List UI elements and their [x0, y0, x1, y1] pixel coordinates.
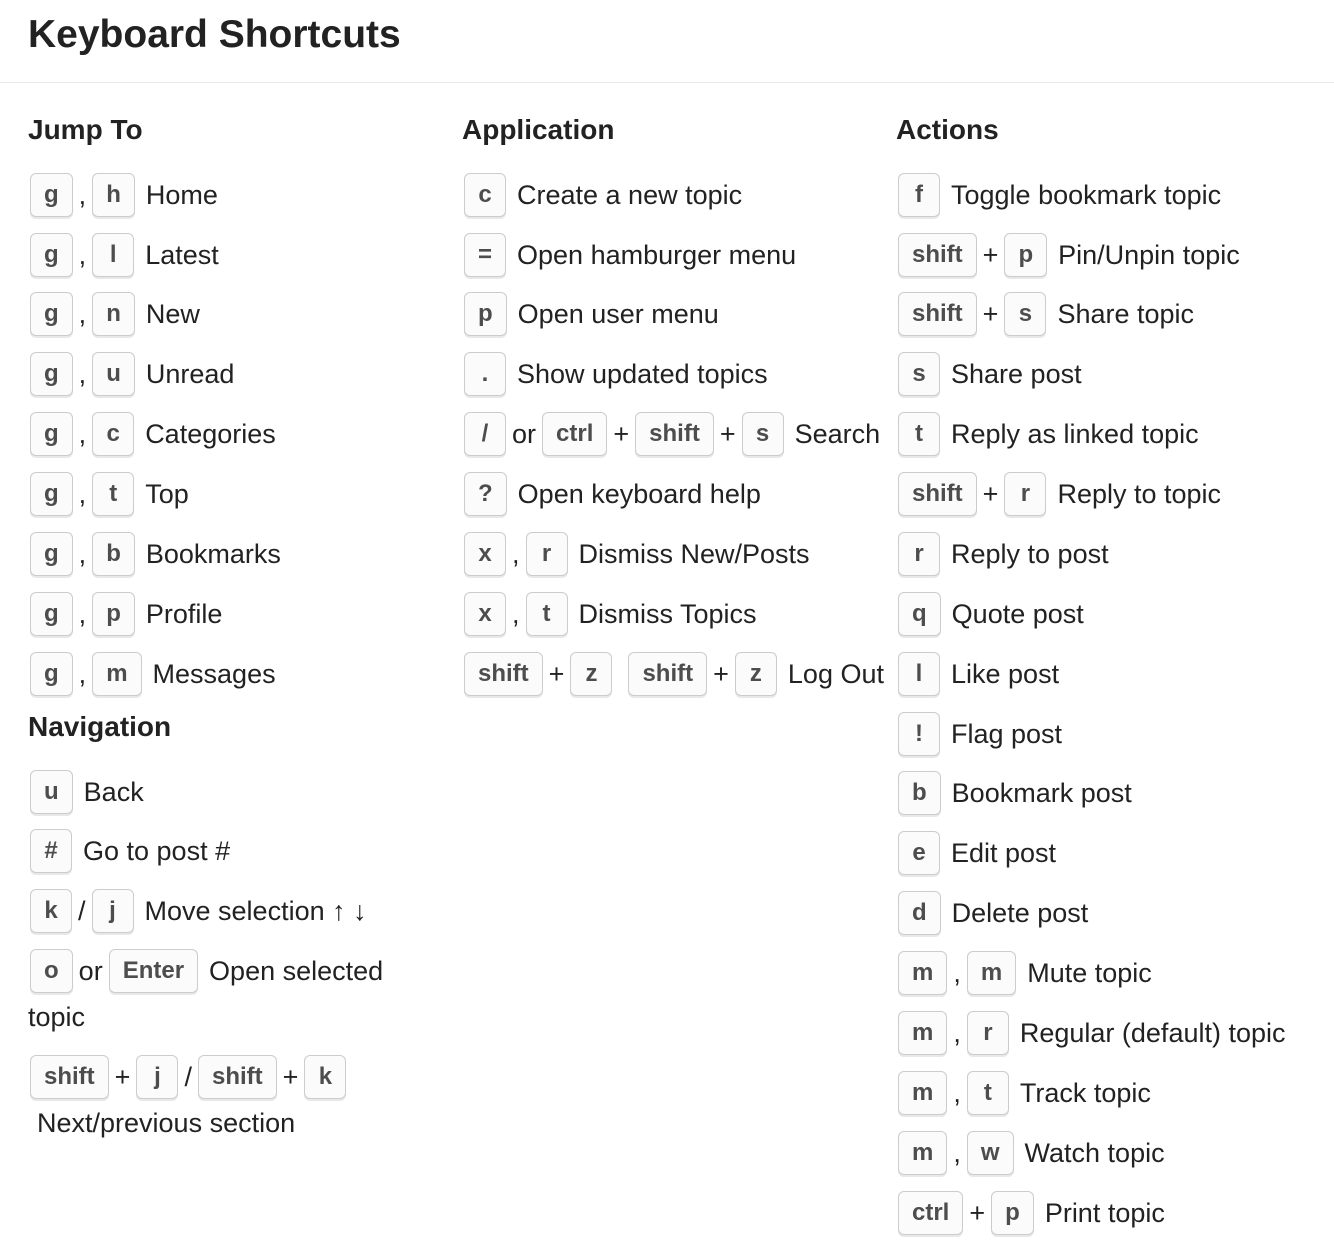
shortcut-list-navigation — [28, 768, 462, 1145]
shortcut-row — [28, 1053, 430, 1145]
shortcut-description: Create a new topic — [517, 179, 743, 210]
key-shift: shift — [628, 652, 707, 696]
section-heading-navigation: Navigation — [28, 710, 172, 742]
shortcut-description: Print topic — [1044, 1197, 1165, 1228]
shortcut-row — [28, 350, 462, 396]
section-heading-application: Application — [462, 113, 615, 145]
shortcut-description: Bookmarks — [145, 538, 281, 569]
key-separator: + — [969, 1197, 986, 1228]
shortcut-description: New — [145, 299, 200, 330]
key-separator: + — [982, 299, 999, 330]
key-g: g — [30, 592, 73, 636]
shortcut-description: Top — [145, 479, 189, 510]
shortcut-row — [896, 1189, 1330, 1235]
key-t: t — [92, 472, 134, 516]
shortcut-row — [896, 231, 1330, 277]
section-jump-to — [28, 113, 462, 696]
shortcut-row — [28, 650, 462, 696]
key-/: / — [464, 412, 506, 456]
key-separator: , — [78, 598, 87, 629]
shortcut-description: Move selection ↑ ↓ — [144, 896, 367, 927]
shortcut-description: Delete post — [951, 898, 1089, 929]
key-t: t — [526, 592, 568, 636]
shortcut-description: Log Out — [787, 658, 884, 689]
key-g: g — [30, 412, 73, 456]
shortcut-description: Flag post — [951, 718, 1063, 749]
key-s: s — [742, 412, 784, 456]
key-separator: / — [184, 1061, 192, 1092]
shortcut-description: Like post — [951, 658, 1060, 689]
key-x: x — [464, 592, 506, 636]
shortcut-row — [462, 530, 896, 576]
key-u: u — [92, 352, 135, 396]
shortcut-description: Go to post # — [83, 836, 231, 867]
key-separator: + — [713, 658, 729, 689]
key-p: p — [1004, 233, 1047, 277]
key-separator: or — [78, 956, 103, 987]
shortcut-row — [896, 710, 1330, 756]
shortcut-description: Edit post — [951, 838, 1057, 869]
shortcut-description: Dismiss New/Posts — [578, 538, 810, 569]
key-separator: or — [512, 419, 537, 450]
shortcut-description: Pin/Unpin topic — [1058, 239, 1240, 270]
key-t: t — [898, 412, 940, 456]
key-separator: , — [953, 1137, 961, 1168]
shortcut-row — [28, 590, 462, 636]
shortcut-row — [462, 291, 896, 337]
shortcut-description: Mute topic — [1027, 958, 1152, 989]
shortcut-row — [896, 291, 1330, 337]
key-d: d — [898, 891, 941, 935]
key-p: p — [464, 292, 507, 336]
key-separator: + — [114, 1061, 131, 1092]
key-.: . — [464, 352, 506, 396]
key-l: l — [92, 233, 134, 277]
key-b: b — [92, 532, 135, 576]
key-separator: , — [953, 1017, 961, 1048]
key-separator: + — [719, 419, 736, 450]
key-t: t — [967, 1071, 1009, 1115]
shortcut-description: Reply to topic — [1057, 479, 1222, 510]
key-s: s — [1004, 292, 1046, 336]
shortcut-row — [28, 828, 430, 874]
shortcut-description: Open keyboard help — [517, 479, 761, 510]
key-g: g — [30, 173, 73, 217]
key-=: = — [464, 233, 506, 277]
shortcut-list-jump-to — [28, 171, 462, 696]
shortcut-row — [28, 470, 462, 516]
shortcut-description: Categories — [145, 419, 276, 450]
key-separator: , — [78, 538, 87, 569]
shortcut-row — [896, 949, 1330, 995]
key-m: m — [898, 1011, 947, 1055]
shortcut-description: Dismiss Topics — [578, 598, 757, 629]
shortcut-row — [462, 350, 896, 396]
shortcuts-grid — [0, 83, 1334, 1240]
shortcut-row — [28, 947, 430, 1039]
shortcut-row — [28, 530, 462, 576]
shortcut-row — [896, 1129, 1330, 1175]
shortcut-description: Toggle bookmark topic — [951, 179, 1222, 210]
shortcut-row — [896, 650, 1330, 696]
key-separator: + — [548, 658, 565, 689]
shortcut-row — [28, 171, 462, 217]
shortcut-row — [28, 887, 430, 933]
section-actions — [896, 113, 1330, 1235]
key-separator: + — [613, 419, 630, 450]
key-separator: + — [282, 1061, 299, 1092]
key-q: q — [898, 592, 941, 636]
key-g: g — [30, 233, 73, 277]
key-l: l — [898, 652, 940, 696]
key-shift: shift — [898, 292, 977, 336]
key-z: z — [570, 652, 612, 696]
shortcut-row — [28, 410, 462, 456]
key-separator: , — [953, 958, 961, 989]
key-r: r — [898, 532, 940, 576]
key-separator: , — [78, 179, 87, 210]
key-z: z — [735, 652, 777, 696]
key-separator: , — [78, 359, 87, 390]
key-shift: shift — [30, 1055, 109, 1099]
shortcut-row — [896, 171, 1330, 217]
key-separator: , — [78, 299, 87, 330]
shortcut-row — [462, 470, 896, 516]
shortcut-row — [896, 829, 1330, 875]
key-c: c — [92, 412, 134, 456]
key-j: j — [92, 889, 134, 933]
key-b: b — [898, 771, 941, 815]
shortcut-description: Quote post — [951, 598, 1084, 629]
key-shift: shift — [198, 1055, 277, 1099]
shortcut-description: Profile — [145, 598, 223, 629]
key-w: w — [967, 1131, 1014, 1175]
shortcut-description: Messages — [152, 658, 276, 689]
shortcut-row — [462, 171, 896, 217]
key-g: g — [30, 652, 73, 696]
shortcut-description: Show updated topics — [517, 359, 768, 390]
shortcut-description: Unread — [145, 359, 235, 390]
shortcut-row — [462, 410, 896, 456]
key-k: k — [30, 889, 72, 933]
key-separator: + — [982, 239, 999, 270]
key-shift: shift — [898, 233, 977, 277]
key-#: # — [30, 829, 72, 873]
key-separator: , — [78, 479, 87, 510]
shortcut-description: Share topic — [1057, 299, 1195, 330]
key-ctrl: ctrl — [542, 412, 607, 456]
key-m: m — [898, 1071, 947, 1115]
key-f: f — [898, 173, 940, 217]
section-navigation — [28, 710, 462, 1145]
shortcut-description: Open selected topic — [28, 956, 384, 1033]
key-g: g — [30, 472, 73, 516]
shortcut-row — [462, 231, 896, 277]
shortcut-description: Open hamburger menu — [517, 239, 797, 270]
key-m: m — [898, 951, 947, 995]
key-s: s — [898, 352, 940, 396]
key-j: j — [136, 1055, 178, 1099]
shortcut-row — [462, 650, 896, 696]
shortcut-description: Next/previous section — [37, 1107, 296, 1138]
shortcut-row — [896, 889, 1330, 935]
key-?: ? — [464, 472, 507, 516]
shortcut-description: Reply to post — [951, 538, 1109, 569]
key-m: m — [898, 1131, 947, 1175]
key-ctrl: ctrl — [898, 1191, 963, 1235]
key-p: p — [991, 1191, 1034, 1235]
column-actions — [896, 113, 1330, 1240]
key-separator: , — [512, 538, 520, 569]
shortcut-description: Bookmark post — [951, 778, 1132, 809]
key-separator: / — [78, 896, 86, 927]
shortcut-list-application — [462, 171, 896, 696]
shortcut-description: Home — [145, 179, 218, 210]
shortcut-row — [896, 1009, 1330, 1055]
key-enter: Enter — [109, 949, 198, 993]
key-r: r — [967, 1011, 1009, 1055]
shortcut-row — [896, 530, 1330, 576]
key-o: o — [30, 949, 73, 993]
shortcut-description: Track topic — [1019, 1077, 1151, 1108]
shortcut-row — [896, 470, 1330, 516]
shortcut-list-actions — [896, 171, 1330, 1235]
key-r: r — [1004, 472, 1046, 516]
section-heading-jump-to: Jump To — [28, 113, 143, 145]
key-separator: , — [78, 419, 87, 450]
shortcut-description: Share post — [951, 359, 1082, 390]
key-m: m — [92, 652, 141, 696]
shortcut-row — [896, 410, 1330, 456]
shortcut-row — [896, 1069, 1330, 1115]
key-!: ! — [898, 712, 940, 756]
key-g: g — [30, 532, 73, 576]
shortcut-row — [896, 590, 1330, 636]
dialog-title: Keyboard Shortcuts — [28, 13, 401, 56]
shortcut-description: Regular (default) topic — [1019, 1017, 1286, 1048]
shortcut-description: Open user menu — [517, 299, 719, 330]
column-application — [462, 113, 896, 710]
shortcut-description: Search — [794, 419, 881, 450]
shortcut-row — [28, 768, 430, 814]
shortcut-row — [28, 291, 462, 337]
key-x: x — [464, 532, 506, 576]
key-separator: , — [78, 239, 87, 270]
key-e: e — [898, 831, 940, 875]
key-n: n — [92, 292, 135, 336]
key-h: h — [92, 173, 135, 217]
key-shift: shift — [898, 472, 977, 516]
key-shift: shift — [635, 412, 714, 456]
column-jump-navigation — [28, 113, 462, 1159]
key-c: c — [464, 173, 506, 217]
key-k: k — [304, 1055, 346, 1099]
shortcut-description: Back — [83, 776, 144, 807]
key-separator: + — [982, 479, 999, 510]
key-u: u — [30, 770, 73, 814]
key-p: p — [92, 592, 135, 636]
shortcut-description: Reply as linked topic — [951, 419, 1199, 450]
shortcut-description: Watch topic — [1024, 1137, 1165, 1168]
shortcut-row — [462, 590, 896, 636]
section-application — [462, 113, 896, 696]
shortcut-row — [896, 350, 1330, 396]
key-g: g — [30, 292, 73, 336]
shortcut-row — [896, 770, 1330, 816]
key-m: m — [967, 951, 1016, 995]
key-g: g — [30, 352, 73, 396]
key-r: r — [526, 532, 568, 576]
key-separator: , — [78, 658, 87, 689]
shortcut-description: Latest — [145, 239, 219, 270]
key-separator: , — [512, 598, 520, 629]
key-shift: shift — [464, 652, 543, 696]
shortcut-row — [28, 231, 462, 277]
section-heading-actions: Actions — [896, 113, 999, 145]
key-separator: , — [953, 1077, 961, 1108]
